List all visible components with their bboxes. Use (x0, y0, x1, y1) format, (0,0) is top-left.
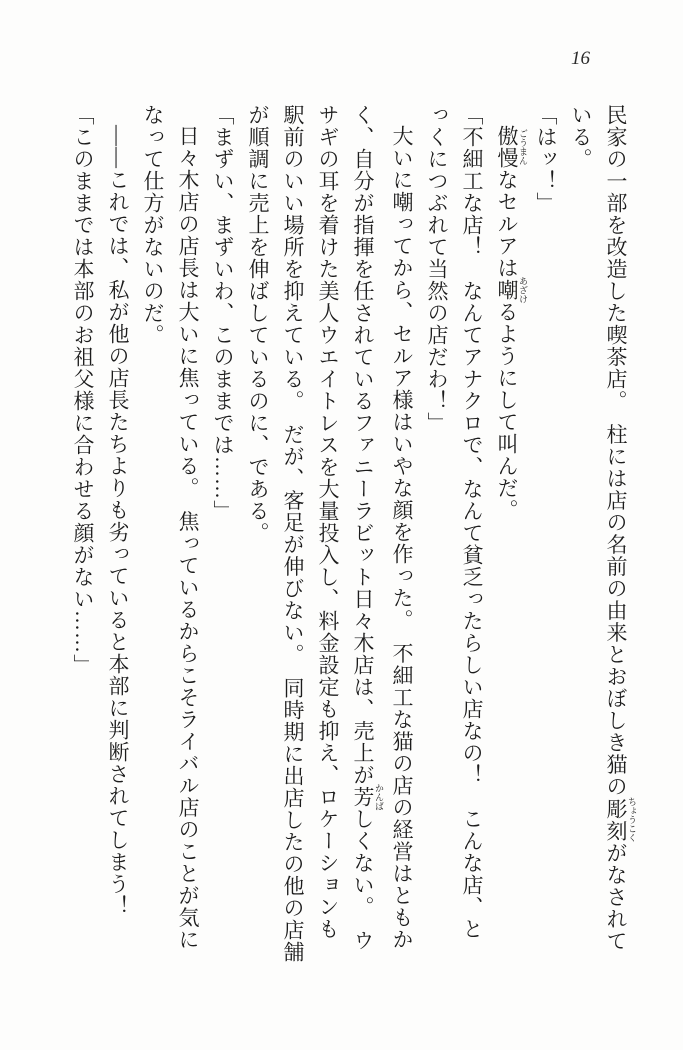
text-line: 「はッ！」 (534, 104, 558, 214)
text-line: ――これでは、私が他の店長たちよりも劣っていると本部に判断されてしまう！ (106, 125, 130, 917)
furigana-annotated-word: 芳 かんば (351, 783, 384, 811)
text-line: く、自分が指揮を任されているファニーラビット日々木店は、売上が芳 かんばしくない。 ウ (351, 104, 384, 952)
text-line: 民家の一部を改造した喫茶店。 柱には店の名前の由来とおぼしき猫の彫刻 ちょうこくがなされて (604, 104, 637, 952)
text-line: 傲慢 ごうまんなセルアは嘲 あざけるようにして叫んだ。 (495, 125, 528, 521)
text-line: 「不細工な店！ なんてアナクロで、なんて貧乏ったらしい店なの！ こんな店、と (460, 104, 484, 940)
furigana-annotated-word: 嘲 あざけ (495, 276, 528, 304)
text-line: が順調に売上を伸ばしているのに、である。 (246, 104, 270, 544)
text-line: っくにつぶれて当然の店だわ！」 (425, 104, 449, 434)
furigana-annotated-word: 彫刻 ちょうこく (604, 797, 637, 843)
text-line: 大いに嘲ってから、セルア様はいやな顔を作った。 不細工な猫の店の経営はともか (390, 125, 414, 951)
body-text (65, 104, 637, 1024)
text-line: 日々木店の店長は大いに焦っている。 焦っているからこそライバル店のことが気に (176, 125, 200, 951)
text-line: いる。 (569, 104, 593, 170)
text-line: 「まずい、まずいわ、このままでは……」 (211, 104, 235, 522)
text-line: 「このままでは本部のお祖父様に合わせる顔がない……」 (71, 104, 95, 676)
text-line: 駅前のいい場所を抑えている。 だが、客足が伸びない。 同時期に出店したの他の店舗 (281, 104, 305, 963)
text-line: なって仕方がないのだ。 (141, 104, 165, 346)
furigana-annotated-word: 傲慢 ごうまん (495, 125, 528, 169)
text-line: サギの耳を着けた美人ウエイトレスを大量投入し、料金設定も抑え、ロケーションも (316, 104, 340, 940)
page-number: 16 (571, 48, 590, 69)
